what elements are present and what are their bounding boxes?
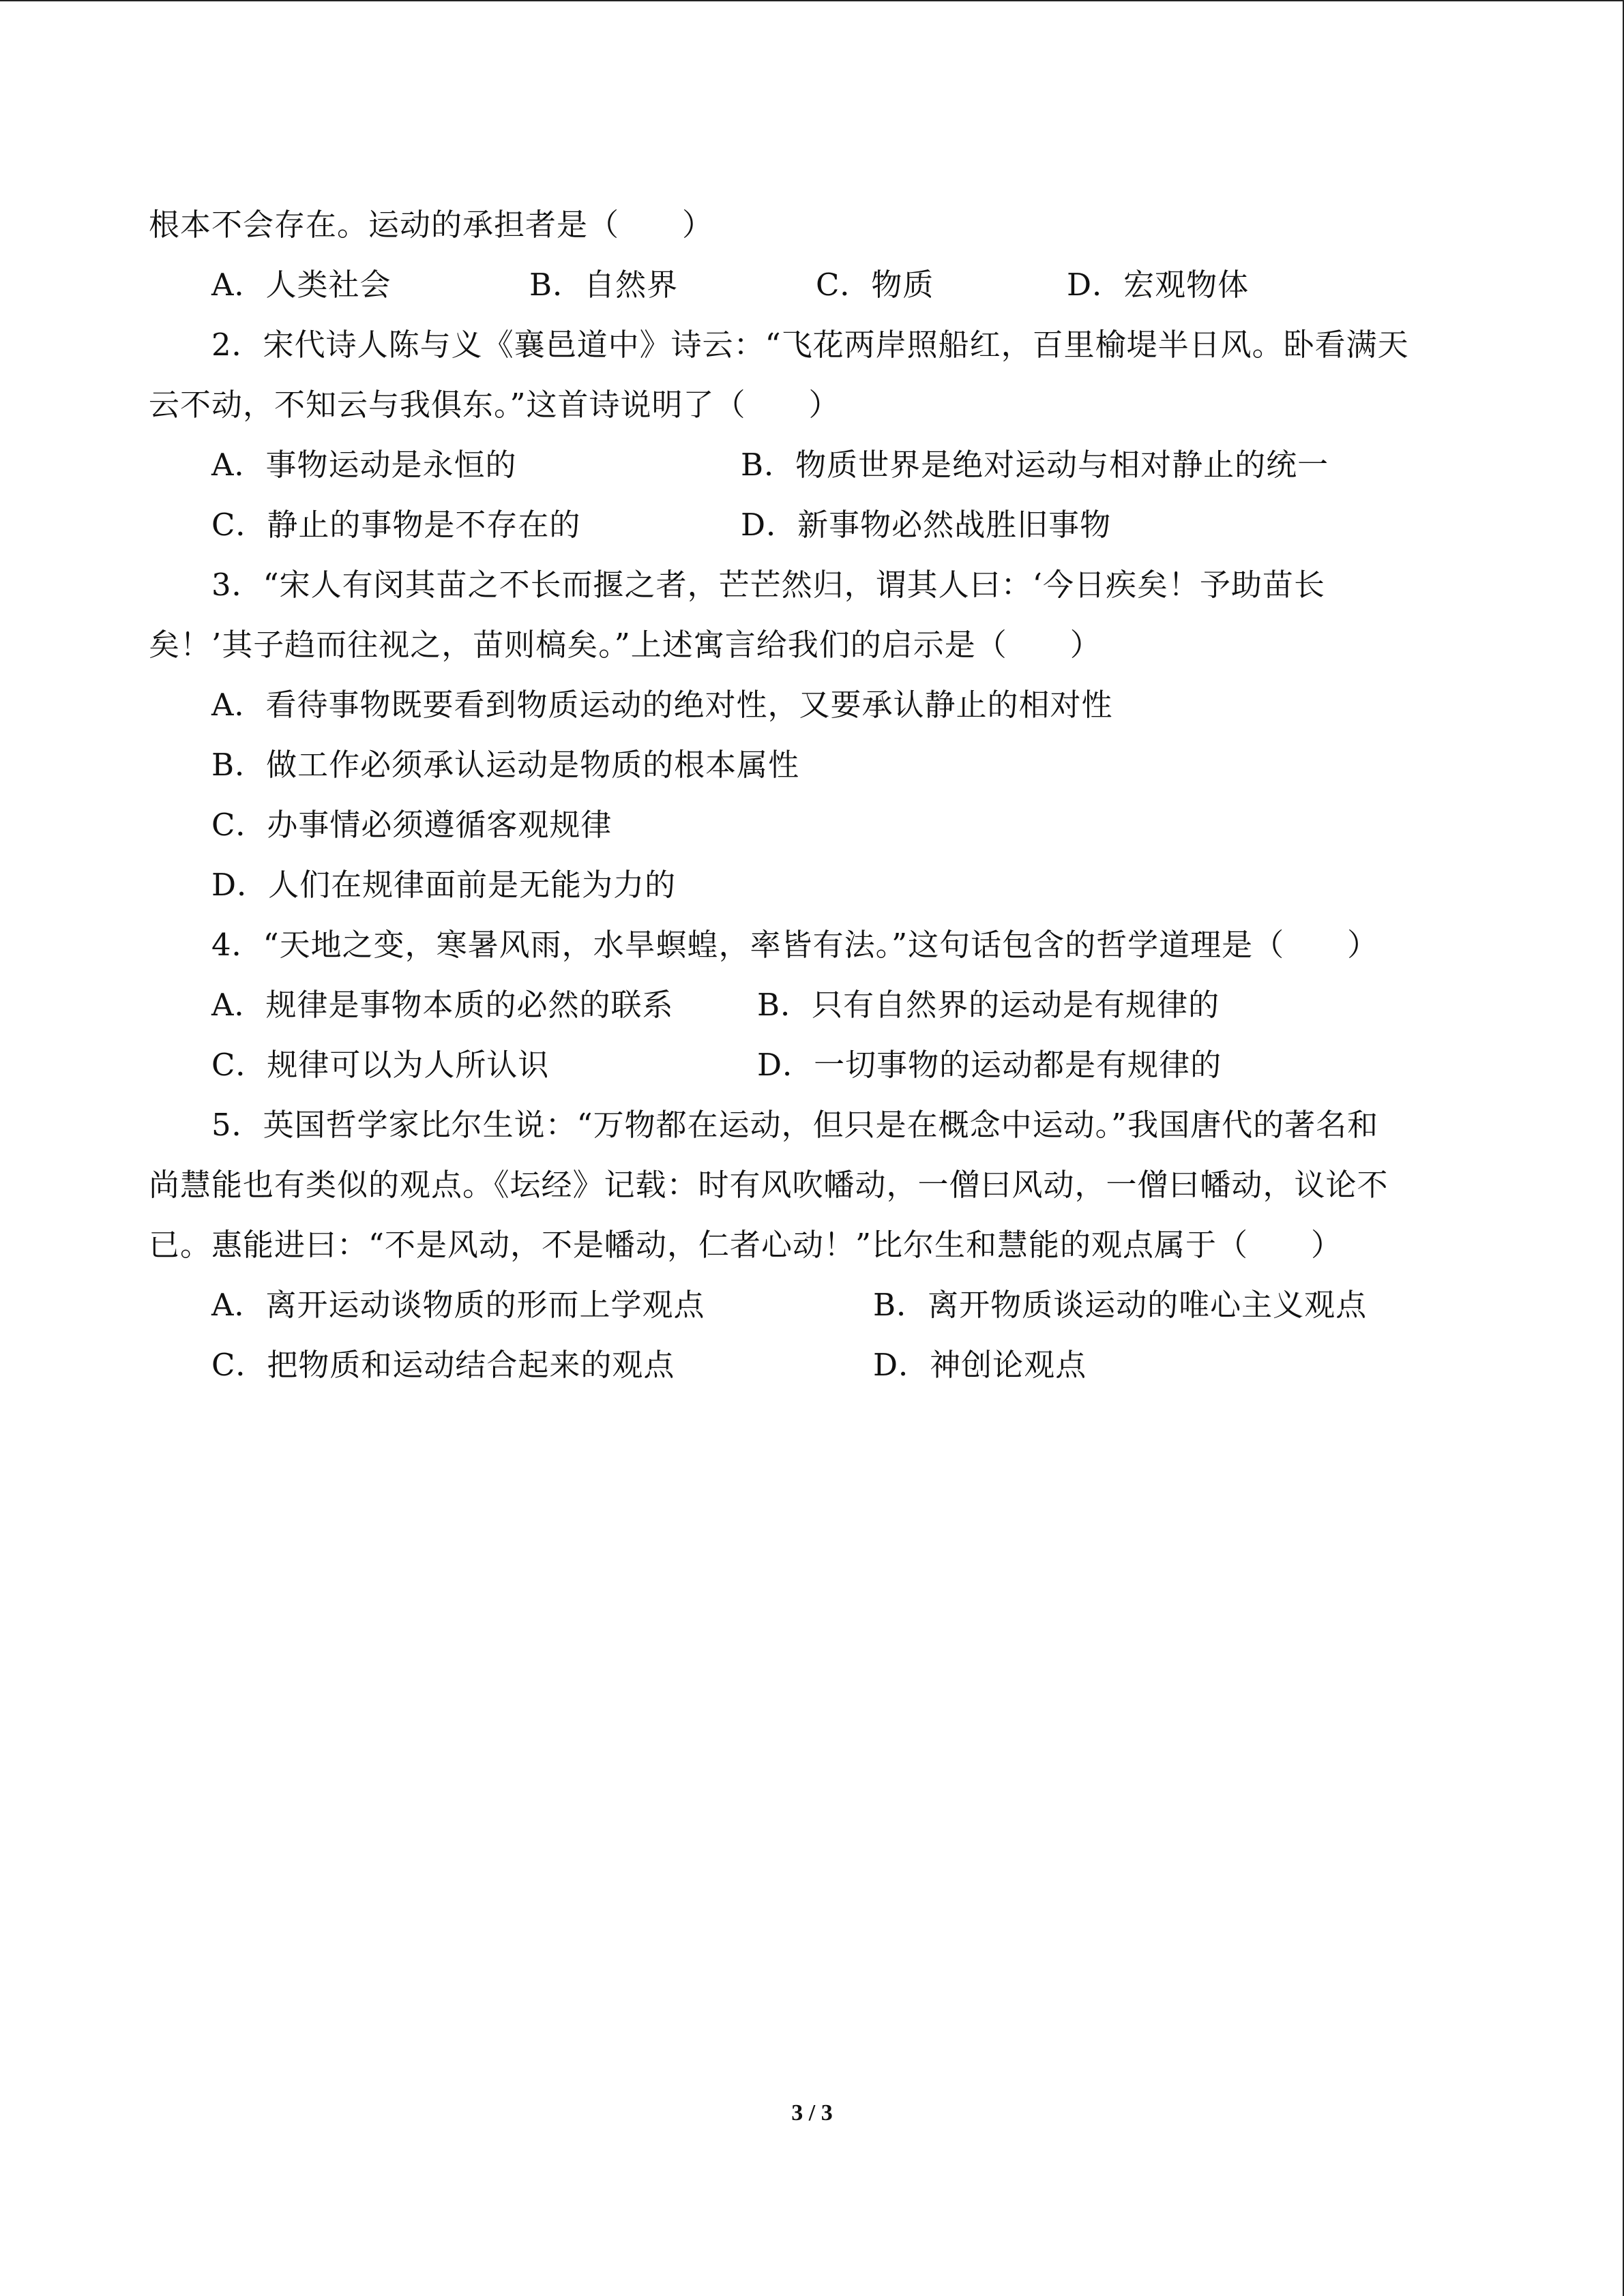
question-5-line-3: 已。惠能进曰：“不是风动，不是幡动，仁者心动！”比尔生和慧能的观点属于（ ） <box>149 1227 1343 1263</box>
question-5-line-2: 尚慧能也有类似的观点。《坛经》记载：时有风吹幡动，一僧曰风动，一僧曰幡动，议论不 <box>149 1167 1389 1203</box>
question-1-option-c: C．物质 <box>816 267 934 303</box>
question-3-line-2: 矣！’其子趋而往视之，苗则槁矣。”上述寓言给我们的启示是（ ） <box>149 627 1102 663</box>
question-1-option-a: A．人类社会 <box>211 267 392 303</box>
question-2-line-1: 2．宋代诗人陈与义《襄邑道中》诗云：“飞花两岸照船红，百里榆堤半日风。卧看满天 <box>211 327 1409 363</box>
question-4-option-b: B．只有自然界的运动是有规律的 <box>757 987 1220 1023</box>
question-3-option-c: C．办事情必须遵循客观规律 <box>211 807 612 843</box>
question-1-option-b: B．自然界 <box>529 267 679 303</box>
question-2-option-d: D．新事物必然战胜旧事物 <box>741 507 1112 543</box>
question-3-line-1: 3．“宋人有闵其苗之不长而揠之者，芒芒然归，谓其人曰：‘今日疾矣！予助苗长 <box>211 567 1325 603</box>
question-4-line-1: 4．“天地之变，寒暑风雨，水旱螟蝗，率皆有法。”这句话包含的哲学道理是（ ） <box>211 927 1379 963</box>
question-2-option-b: B．物质世界是绝对运动与相对静止的统一 <box>741 447 1329 483</box>
question-5-option-b: B．离开物质谈运动的唯心主义观点 <box>873 1287 1368 1323</box>
question-3-option-b: B．做工作必须承认运动是物质的根本属性 <box>211 747 800 783</box>
question-5-option-a: A．离开运动谈物质的形而上学观点 <box>211 1287 705 1323</box>
question-4-option-c: C．规律可以为人所认识 <box>211 1047 550 1083</box>
question-5-line-1: 5．英国哲学家比尔生说：“万物都在运动，但只是在概念中运动。”我国唐代的著名和 <box>211 1107 1379 1143</box>
question-2-option-a: A．事物运动是永恒的 <box>211 447 517 483</box>
question-3-option-a: A．看待事物既要看到物质运动的绝对性，又要承认静止的相对性 <box>211 687 1113 723</box>
question-2-option-c: C．静止的事物是不存在的 <box>211 507 581 543</box>
question-4-option-a: A．规律是事物本质的必然的联系 <box>211 987 674 1023</box>
question-5-option-d: D．神创论观点 <box>873 1347 1087 1383</box>
question-4-option-d: D．一切事物的运动都是有规律的 <box>757 1047 1222 1083</box>
page-number: 3 / 3 <box>791 2100 833 2126</box>
question-1-option-d: D．宏观物体 <box>1067 267 1250 303</box>
question-5-option-c: C．把物质和运动结合起来的观点 <box>211 1347 675 1383</box>
question-3-option-d: D．人们在规律面前是无能为力的 <box>211 867 677 903</box>
question-2-line-2: 云不动，不知云与我俱东。”这首诗说明了（ ） <box>149 387 840 423</box>
question-1-continuation: 根本不会存在。运动的承担者是（ ） <box>149 207 714 243</box>
